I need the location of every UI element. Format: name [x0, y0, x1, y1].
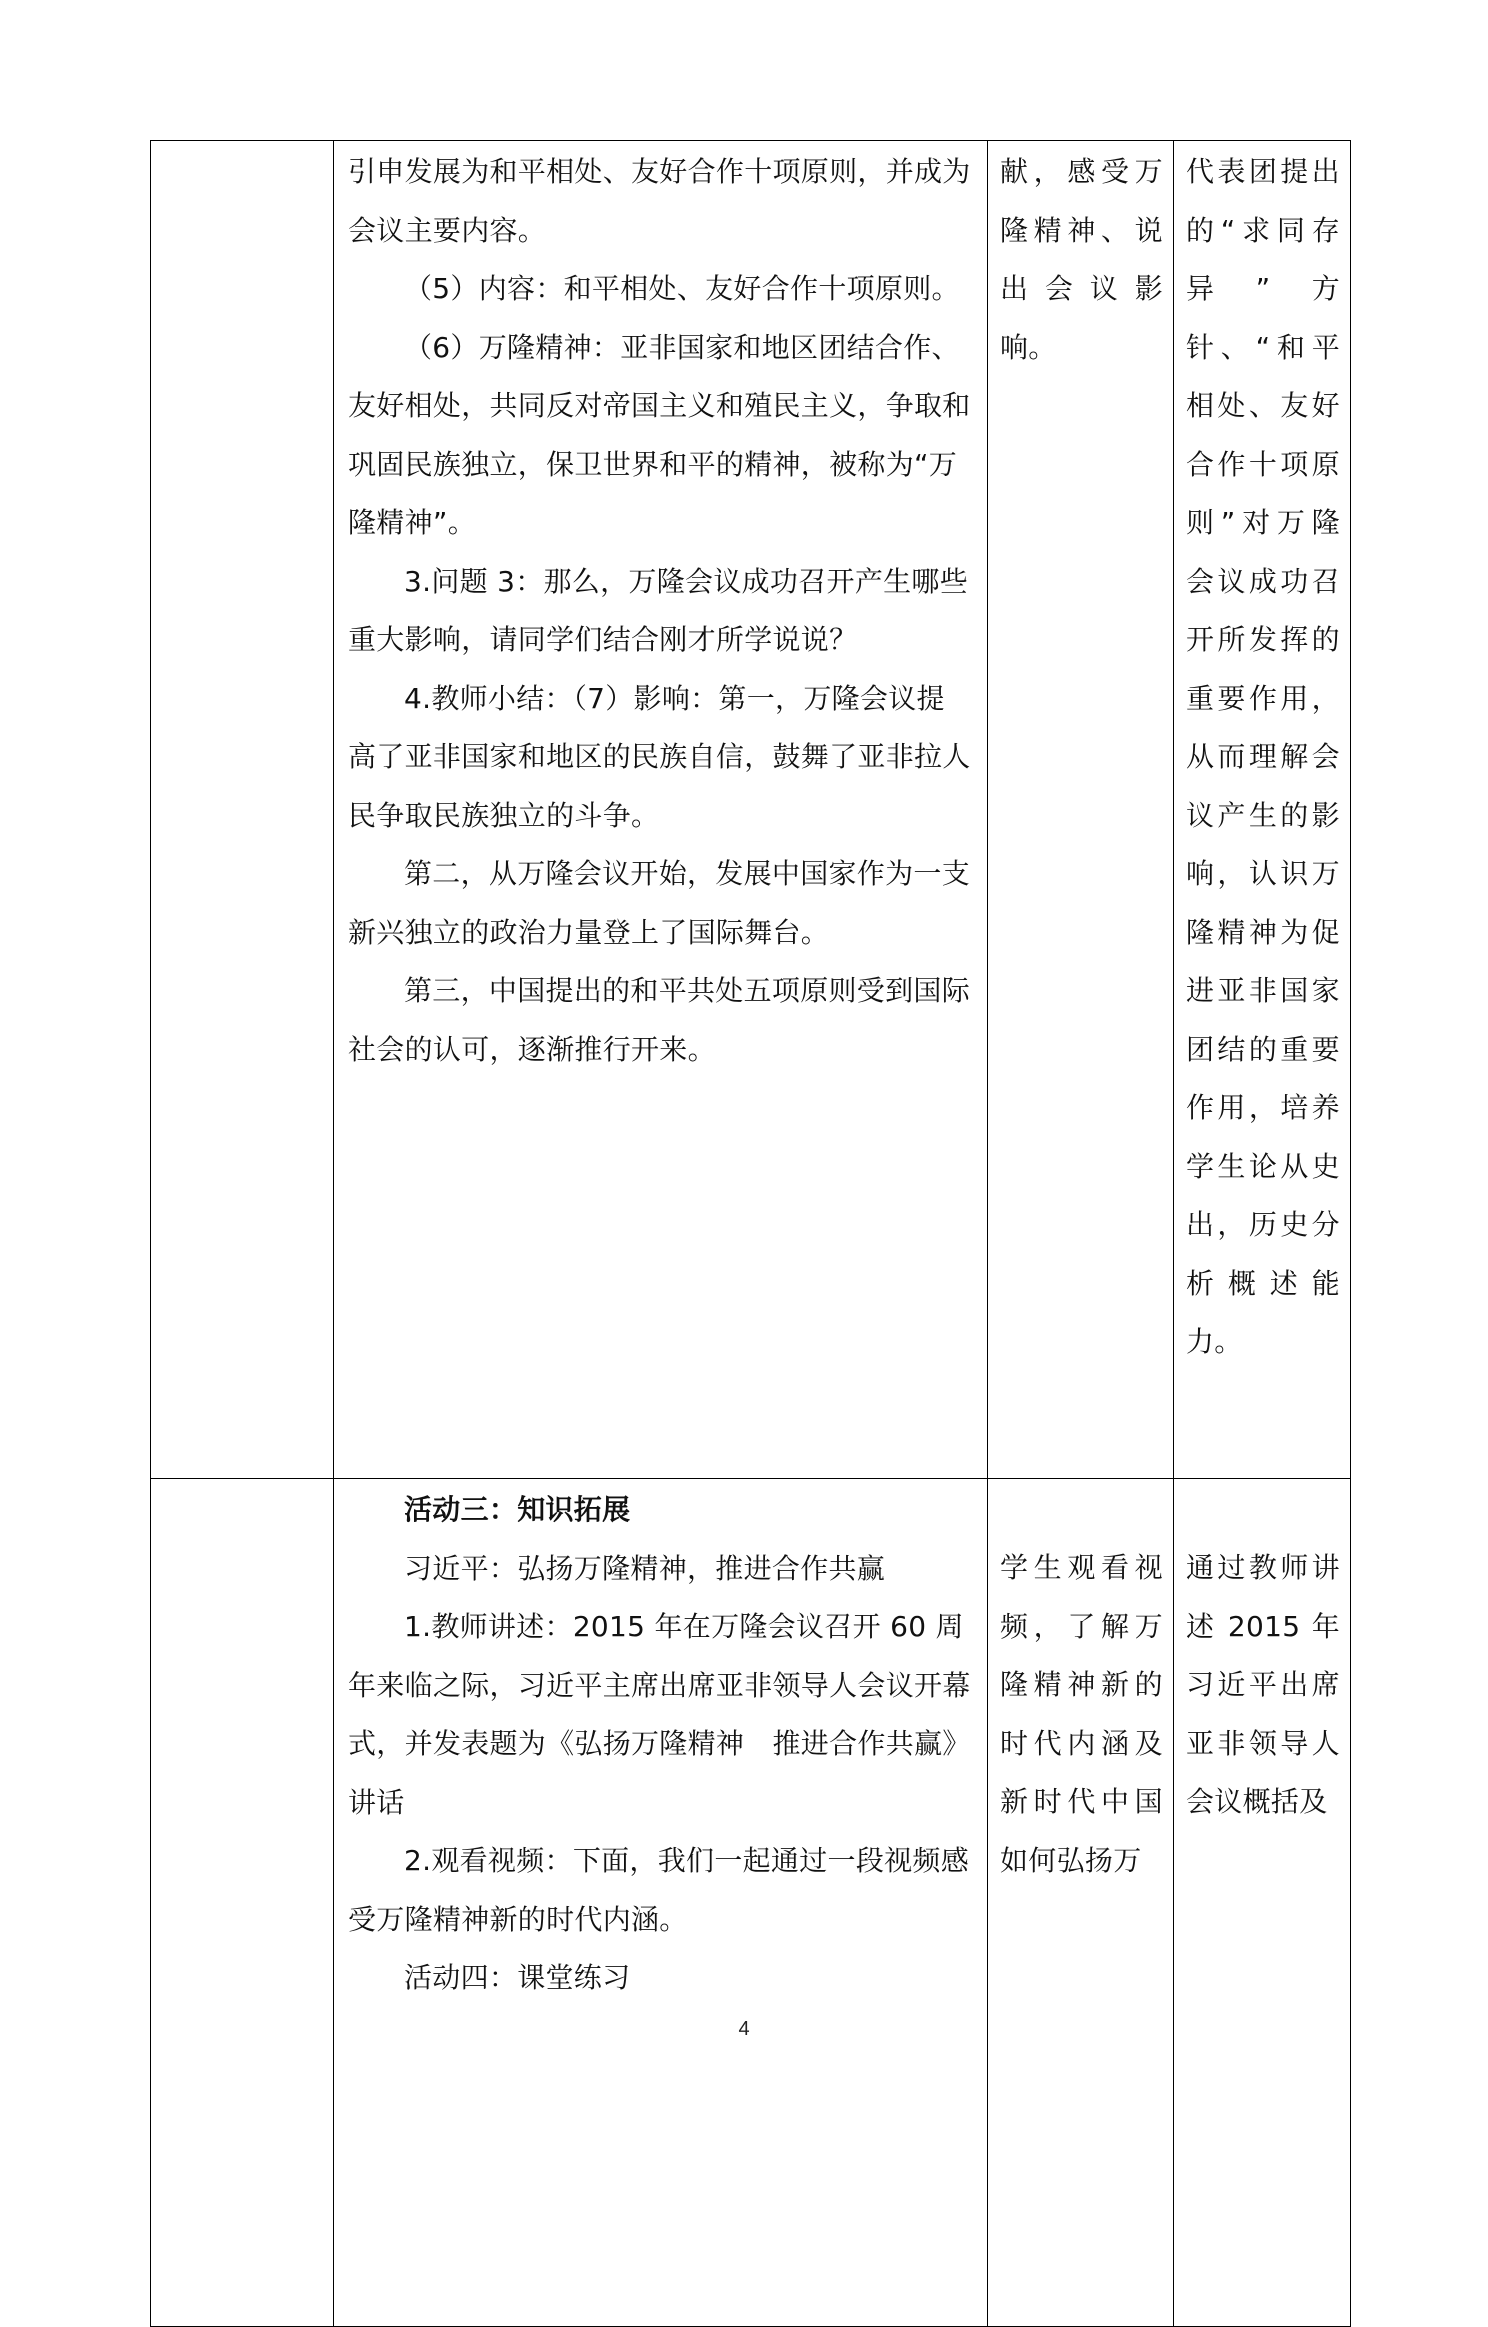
table-row [151, 141, 1351, 1479]
design-intent-paragraph: 通过教师讲述 2015 年习近平出席亚非领导人会议概括及 [1186, 1551, 1340, 1818]
content-paragraph: 第三，中国提出的和平共处五项原则受到国际社会的认可，逐渐推行开来。 [348, 974, 971, 1066]
content-paragraph: 1.教师讲述：2015 年在万隆会议召开 60 周年来临之际，习近平主席出席亚非领导人会议开幕式，并发表题为《弘扬万隆精神 推进合作共赢》讲话 [348, 1610, 971, 1819]
design-intent-text [1174, 1479, 1350, 1832]
student-activity-paragraph: 献，感受万隆精神、说出会议影响。 [1000, 155, 1163, 364]
student-activity-text [988, 1479, 1173, 1890]
lesson-plan-table [150, 140, 1351, 2327]
activity-heading: 活动三：知识拓展 [404, 1493, 631, 1526]
content-paragraph: （6）万隆精神：亚非国家和地区团结合作、友好相处，共同反对帝国主义和殖民主义，争取和巩固民族独立，保卫世界和平的精神，被称为“万隆精神”。 [348, 330, 971, 539]
content-text [334, 141, 987, 1079]
table-cell-student-activity [988, 141, 1174, 1479]
page-number: 4 [738, 2018, 750, 2040]
content-paragraph: 3.问题 3：那么，万隆会议成功召开产生哪些重大影响，请同学们结合刚才所学说说？ [348, 564, 969, 656]
content-paragraph: 活动四：课堂练习 [404, 1961, 631, 1994]
table-cell-content [334, 1479, 988, 2327]
table-cell-design-intent [1174, 1479, 1351, 2327]
content-paragraph: 第二，从万隆会议开始，发展中国家作为一支新兴独立的政治力量登上了国际舞台。 [348, 857, 971, 949]
content-paragraph: （5）内容：和平相处、友好合作十项原则。 [404, 272, 960, 305]
content-paragraph: 4.教师小结：（7）影响：第一，万隆会议提高了亚非国家和地区的民族自信，鼓舞了亚非拉人民争取民族独立的斗争。 [348, 681, 971, 832]
design-intent-paragraph: 代表团提出的“求同存异”方针、“和平相处、友好合作十项原则”对万隆会议成功召开所发挥的重要作用，从而理解会议产生的影响，认识万隆精神为促进亚非国家团结的重要作用，培养学生论从史出，历史分析概述能力。 [1186, 155, 1340, 1358]
content-paragraph: 引申发展为和平相处、友好合作十项原则，并成为会议主要内容。 [348, 155, 971, 247]
student-activity-paragraph: 学生观看视频，了解万隆精神新的时代内涵及新时代中国如何弘扬万 [1000, 1551, 1163, 1877]
design-intent-text [1174, 141, 1350, 1372]
table-cell-stage [151, 141, 334, 1479]
table-cell-content [334, 141, 988, 1479]
table-row [151, 1479, 1351, 2327]
table-cell-design-intent [1174, 141, 1351, 1479]
content-paragraph: 2.观看视频：下面，我们一起通过一段视频感受万隆精神新的时代内涵。 [348, 1844, 970, 1936]
content-paragraph: 习近平：弘扬万隆精神，推进合作共赢 [404, 1551, 886, 1585]
student-activity-text [988, 141, 1173, 377]
content-text [334, 1479, 987, 2008]
table-cell-student-activity [988, 1479, 1174, 2327]
table-cell-stage [151, 1479, 334, 2327]
